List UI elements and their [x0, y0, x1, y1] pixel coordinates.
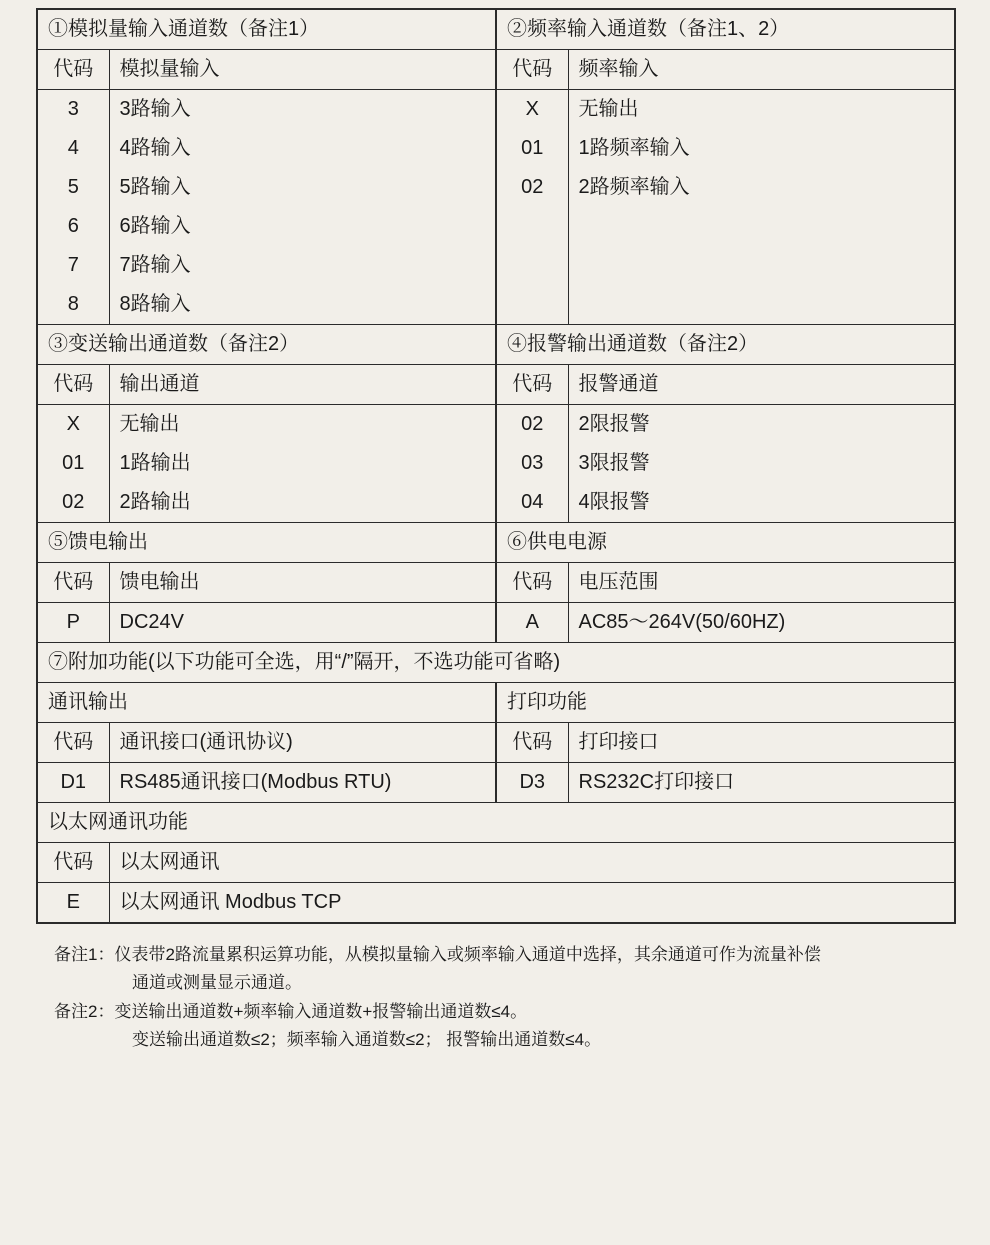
section-5-value: DC24V	[109, 603, 496, 643]
ethernet-value-header: 以太网通讯	[109, 843, 955, 883]
note-1	[36, 942, 954, 968]
section-1-value: 3路输入	[109, 90, 496, 130]
section-6-value: AC85～264V(50/60HZ)	[568, 603, 955, 643]
ethernet-header-row	[37, 843, 955, 883]
section-header-row-1	[37, 50, 955, 90]
section-2-code-header: 代码	[496, 50, 568, 90]
table-row	[37, 129, 955, 168]
table-row	[37, 483, 955, 523]
section-1-value: 6路输入	[109, 207, 496, 246]
section-7-print-title: 打印功能	[496, 683, 955, 723]
section-2-value: 无输出	[568, 90, 955, 130]
specification-table	[36, 8, 956, 924]
section-7-comm-code-header: 代码	[37, 723, 109, 763]
section-7-title: ⑦附加功能(以下功能可全选，用“/”隔开，不选功能可省略)	[37, 643, 955, 683]
section-1-code: 6	[37, 207, 109, 246]
section-7-print-value-header: 打印接口	[568, 723, 955, 763]
ethernet-code: E	[37, 883, 109, 924]
ethernet-title-row	[37, 803, 955, 843]
section-3-value: 无输出	[109, 405, 496, 445]
ethernet-value: 以太网通讯 Modbus TCP	[109, 883, 955, 924]
section-3-code: 01	[37, 444, 109, 483]
section-5-code: P	[37, 603, 109, 643]
section-1-code-header: 代码	[37, 50, 109, 90]
section-1-value: 7路输入	[109, 246, 496, 285]
section-4-value-header: 报警通道	[568, 365, 955, 405]
section-3-code-header: 代码	[37, 365, 109, 405]
table-row	[37, 168, 955, 207]
note-2-text: 变送输出通道数+频率输入通道数+报警输出通道数≤4。	[114, 1001, 528, 1021]
section-header-row-3	[37, 563, 955, 603]
note-1-cont	[36, 970, 954, 996]
section-7-header-row	[37, 723, 955, 763]
section-1-value-header: 模拟量输入	[109, 50, 496, 90]
section-3-value: 2路输出	[109, 483, 496, 523]
section-4-value: 2限报警	[568, 405, 955, 445]
section-1-value: 8路输入	[109, 285, 496, 325]
section-1-code: 7	[37, 246, 109, 285]
note-1-text-2: 通道或测量显示通道。	[132, 973, 302, 993]
section-5-value-header: 馈电输出	[109, 563, 496, 603]
section-1-title: ①模拟量输入通道数（备注1）	[37, 9, 496, 50]
section-2-value-header: 频率输入	[568, 50, 955, 90]
section-7-subtitle-row	[37, 683, 955, 723]
section-1-value: 4路输入	[109, 129, 496, 168]
section-6-title: ⑥供电电源	[496, 523, 955, 563]
section-6-code: A	[496, 603, 568, 643]
section-4-code: 04	[496, 483, 568, 523]
section-3-code: 02	[37, 483, 109, 523]
table-row	[37, 444, 955, 483]
section-2-title: ②频率输入通道数（备注1、2）	[496, 9, 955, 50]
section-title-row-3	[37, 523, 955, 563]
section-2-code: 01	[496, 129, 568, 168]
section-4-code-header: 代码	[496, 365, 568, 405]
section-3-title: ③变送输出通道数（备注2）	[37, 325, 496, 365]
section-1-code: 5	[37, 168, 109, 207]
table-row	[37, 90, 955, 130]
note-2-text-2: 变送输出通道数≤2；频率输入通道数≤2； 报警输出通道数≤4。	[132, 1030, 602, 1050]
section-6-value-header: 电压范围	[568, 563, 955, 603]
section-4-value: 4限报警	[568, 483, 955, 523]
note-2-cont	[36, 1027, 954, 1053]
note-1-text: 仪表带2路流量累积运算功能，从模拟量输入或频率输入通道中选择，其余通道可作为流量补偿	[114, 945, 821, 964]
table-row	[37, 246, 955, 285]
section-header-row-2	[37, 365, 955, 405]
section-2-value: 2路频率输入	[568, 168, 955, 207]
table-row	[37, 207, 955, 246]
section-1-code: 4	[37, 129, 109, 168]
table-row	[37, 285, 955, 325]
section-7-comm-code: D1	[37, 763, 109, 803]
section-1-code: 3	[37, 90, 109, 130]
section-title-row-2	[37, 325, 955, 365]
note-1-label: 备注1：	[54, 945, 115, 964]
section-3-code: X	[37, 405, 109, 445]
section-1-code: 8	[37, 285, 109, 325]
table-row	[37, 883, 955, 924]
section-7-comm-value-header: 通讯接口(通讯协议)	[109, 723, 496, 763]
note-2	[36, 999, 954, 1025]
section-3-value: 1路输出	[109, 444, 496, 483]
section-6-code-header: 代码	[496, 563, 568, 603]
section-7-comm-value: RS485通讯接口(Modbus RTU)	[109, 763, 496, 803]
table-row	[37, 603, 955, 643]
section-7-print-code-header: 代码	[496, 723, 568, 763]
section-7-print-code: D3	[496, 763, 568, 803]
section-7-comm-title: 通讯输出	[37, 683, 496, 723]
section-1-value: 5路输入	[109, 168, 496, 207]
table-row	[37, 405, 955, 445]
table-row	[37, 763, 955, 803]
section-4-title: ④报警输出通道数（备注2）	[496, 325, 955, 365]
ethernet-title: 以太网通讯功能	[37, 803, 955, 843]
section-2-code: 02	[496, 168, 568, 207]
section-title-row-1	[37, 9, 955, 50]
section-4-value: 3限报警	[568, 444, 955, 483]
section-3-value-header: 输出通道	[109, 365, 496, 405]
section-2-value: 1路频率输入	[568, 129, 955, 168]
section-2-code: X	[496, 90, 568, 130]
note-2-label: 备注2：	[54, 1001, 115, 1021]
section-7-title-row	[37, 643, 955, 683]
notes-block	[36, 942, 954, 1053]
section-5-code-header: 代码	[37, 563, 109, 603]
ethernet-code-header: 代码	[37, 843, 109, 883]
section-4-code: 02	[496, 405, 568, 445]
section-5-title: ⑤馈电输出	[37, 523, 496, 563]
section-7-print-value: RS232C打印接口	[568, 763, 955, 803]
section-4-code: 03	[496, 444, 568, 483]
